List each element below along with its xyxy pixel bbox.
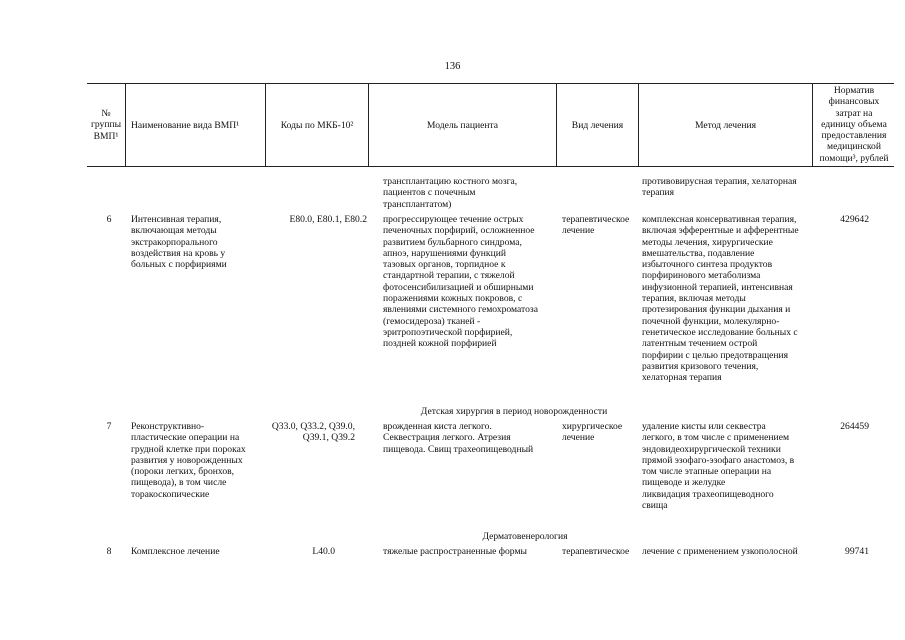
continuation-method: противовирусная терапия, хелаторная терапия: [642, 176, 797, 199]
table-top-border: [87, 83, 894, 84]
header-group-number: № группы ВМП¹: [90, 108, 122, 142]
row-icd-codes: Q33.0, Q33.2, Q39.0, Q39.1, Q39.2: [271, 421, 355, 444]
header-icd-codes: Коды по МКБ-10²: [280, 120, 354, 131]
row-number: 7: [106, 421, 112, 432]
row-cost: 99741: [845, 546, 869, 557]
header-bottom-border: [87, 166, 894, 167]
header-patient-model: Модель пациента: [426, 120, 499, 131]
row-patient-model: прогрессирующее течение острых печеночных порфирий, осложненное развитием бульбарного синдрома, апноэ, нарушениями функций тазовых органов, торпидное к стандартной терапии, с тяжелой фотосенсибилизацией и обширными поражениями кожных покровов, с явлениями системного гемохроматоза (гемосидероза) тканей - эритропоэтической порфирией, поздней кожной порфирией: [383, 214, 538, 350]
row-patient-model: врожденная киста легкого. Секвестрация легкого. Атрезия пищевода. Свищ трахеопищеводный: [383, 421, 534, 455]
row-treatment-method: лечение с применением узкополосной: [642, 546, 798, 557]
row-icd-codes: L40.0: [312, 546, 335, 557]
row-treatment-type: терапевтическое лечение: [562, 214, 630, 237]
row-icd-codes: E80.0, E80.1, E80.2: [289, 214, 367, 225]
header-vmp-name: Наименование вида ВМП¹: [131, 120, 240, 131]
row-cost: 264459: [840, 421, 869, 432]
section-title: Детская хирургия в период новорожденности: [420, 406, 608, 417]
row-vmp-name: Комплексное лечение: [131, 546, 220, 557]
column-divider: [125, 83, 126, 166]
header-treatment-type: Вид лечения: [571, 120, 624, 131]
row-treatment-method: комплексная консервативная терапия, включая эфферентные и афферентные методы лечения, хирургические вмешательства, подавление избыточного синтеза продуктов порфиринового метаболизма инфузионной терапией, интенсивная терапия, включая методы протезирования функции дыхания и почечной функции, молекулярно- генетическое исследование больных с латентным течением острой порфирии с целью предотвращения развития кризового течения, хелаторная терапия: [642, 214, 799, 384]
row-cost: 429642: [840, 214, 869, 225]
section-title: Дерматовенерология: [482, 531, 568, 542]
continuation-model: трансплантацию костного мозга, пациентов с почечным трансплантатом): [383, 176, 518, 210]
row-number: 8: [106, 546, 112, 557]
row-vmp-name: Интенсивная терапия, включающая методы экстракорпорального воздействия на кровь у больных с порфириями: [131, 214, 227, 271]
header-treatment-method: Метод лечения: [694, 120, 757, 131]
row-patient-model: тяжелые распространенные формы: [383, 546, 527, 557]
row-treatment-type: хирургическое лечение: [562, 421, 623, 444]
row-treatment-type: терапевтическое: [562, 546, 630, 557]
header-cost-standard: Норматив финансовых затрат на единицу объема предоставления медицинской помощи³, рублей: [819, 85, 889, 164]
row-treatment-method: удаление кисты или секвестра легкого, в том числе с применением эндовидеохирургической техники прямой эзофаго-эзофаго анастомоз, в том числе этапные операции на пищеводе и желудке ликвидация трахеопищеводного свища: [642, 421, 795, 512]
row-number: 6: [106, 214, 112, 225]
row-vmp-name: Реконструктивно- пластические операции на грудной клетке при пороках развития у новорожденных (пороки легких, бронхов, пищевода), в том числе торакоскопические: [131, 421, 246, 500]
page-number: 136: [444, 61, 461, 72]
